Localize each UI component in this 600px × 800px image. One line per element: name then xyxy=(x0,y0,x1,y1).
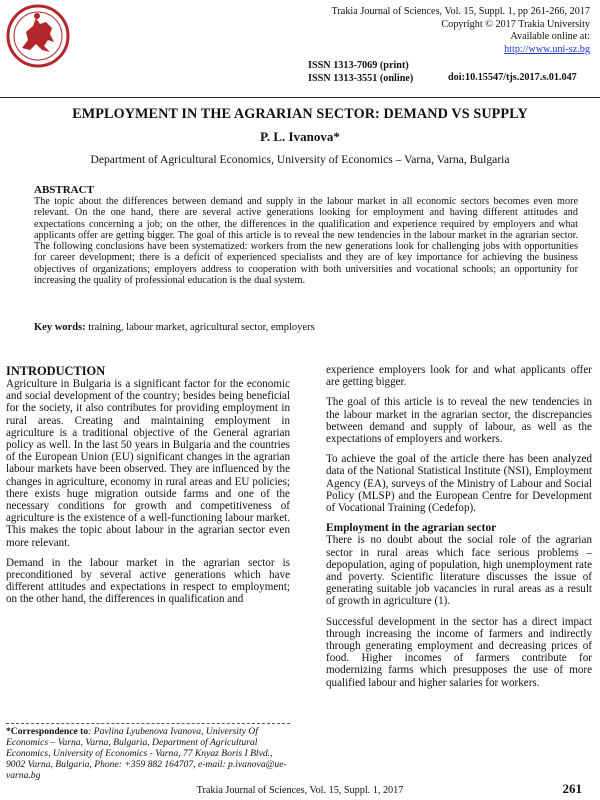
abstract-text: The topic about the differences between demand and supply in the labour market in all economic sectors becomes even more relevant. On the one hand, there are several active generations looking for employment and having different attitudes and expectations concerning a job; on the other, the differences in the qualification and experience required by employers and what applicants offer are getting bigger. The goal of this article is to reveal the new tendencies in the labour market in the agrarian sector. The following conclusions have been systematized: workers from the new generations look for challenging jobs with opportunities for career development; there is a deficit of experienced specialists and they are of key importance for achieving the business objectives of organizations; employers address to cooperation with both universities and vocational schools; an opportunity for increasing the quality of professional education is the dual system. xyxy=(34,196,578,287)
journal-url-link[interactable]: http://www.uni-sz.bg xyxy=(504,43,590,55)
affiliation: Department of Agricultural Economics, University of Economics – Varna, Varna, Bulgaria xyxy=(90,153,510,166)
introduction-heading: INTRODUCTION xyxy=(6,364,106,378)
body-paragraph-continued: experience employers look for and what applicants offer are getting bigger. xyxy=(326,364,592,389)
keywords-label: Key words: xyxy=(34,322,86,333)
header-divider xyxy=(0,97,600,98)
development-paragraph: Successful development in the sector has a direct impact through increasing the income of farmers and indirectly through generating employment and decreasing prices of food. Higher incomes of farmers contribute for modernizing farms which presupposes the use of more qualified labour and higher salaries for workers. xyxy=(326,615,592,689)
employment-subheading: Employment in the agrarian sector xyxy=(326,522,497,535)
copyright-line: Copyright © 2017 Trakia University xyxy=(441,18,590,30)
available-online-label: Available online at: xyxy=(510,31,590,42)
intro-paragraph-2: Demand in the labour market in the agrarian sector is preconditioned by several active generations which have different attitudes and expectations in respect to employment; on the other hand, the differences in qualification and xyxy=(6,556,290,606)
abstract-heading: ABSTRACT xyxy=(34,184,94,196)
doi: doi:10.15547/tjs.2017.s.01.047 xyxy=(448,72,577,83)
social-role-paragraph: There is no doubt about the social role of the agrarian sector in rural areas which face serious problems – depopulation, aging of population, high unemployment rate and poverty. Scientific literature discusses the issue of generating suitable job vacancies in rural areas as a result of growth in agriculture (1). xyxy=(326,534,592,608)
keywords xyxy=(34,322,578,333)
column-right xyxy=(326,364,592,697)
trakia-university-seal-icon xyxy=(6,4,70,68)
issn-block xyxy=(308,60,413,85)
page-number: 261 xyxy=(562,781,582,796)
footnote-divider xyxy=(6,723,290,724)
goal-paragraph: The goal of this article is to reveal the new tendencies in the labour market in the agrarian sector, the discrepancies between demand and supply of labour, as well as the expectations of employers and workers. xyxy=(326,396,592,446)
intro-paragraph-1: Agriculture in Bulgaria is a significant factor for the economic and social development of the country; besides being beneficial for the society, it also contributes for providing employment in rural areas. Creating and maintaining employment in agriculture is a traditional objective of the General agrarian policy as well. In the last 50 years in Bulgaria and the countries of the European Union (EU) significant changes in the agrarian labour markets have been observed. They are influenced by the changes in agriculture, economy in rural areas and EU policies; there exists huge migration outside farms and one of the necessary conditions for growth and competitiveness of agriculture is the existence of a well-functioning labour market. This makes the topic about labour in the agrarian sector even more relevant. xyxy=(6,378,290,549)
keywords-text: training, labour market, agricultural sector, employers xyxy=(88,322,315,333)
article-title: EMPLOYMENT IN THE AGRARIAN SECTOR: DEMAND VS SUPPLY xyxy=(72,106,528,122)
author: P. L. Ivanova* xyxy=(260,129,340,144)
issn-online: ISSN 1313-3551 (online) xyxy=(308,72,414,84)
journal-header xyxy=(260,6,590,56)
issn-print: ISSN 1313-7069 (print) xyxy=(308,60,409,71)
correspondence-footnote xyxy=(6,726,290,781)
page-footer: Trakia Journal of Sciences, Vol. 15, Suppl. 1, 2017 xyxy=(196,785,404,796)
column-left xyxy=(6,364,290,614)
journal-line: Trakia Journal of Sciences, Vol. 15, Suppl. 1, pp 261-266, 2017 xyxy=(331,6,590,17)
correspondence-text: : Pavlina Lyubenova Ivanova, University Of Economics – Varna, Varna, Bulgaria, Department of Agricultural Economics, University of Economics - Varna, 77 Knyaz Boris I Blvd., 9002 Varna, Bulgaria, Phone: +359 882 164707, e-mail: p.ivanova@ue-varna.bg xyxy=(6,726,287,781)
correspondence-label: *Correspondence to xyxy=(6,726,89,737)
data-sources-paragraph: To achieve the goal of the article there has been analyzed data of the National Statistical Institute (NSI), Employment Agency (EA), surveys of the Ministry of Labour and Social Policy (MLSP) and the European Centre for Development of Vocational Training (Cedefop). xyxy=(326,453,592,515)
